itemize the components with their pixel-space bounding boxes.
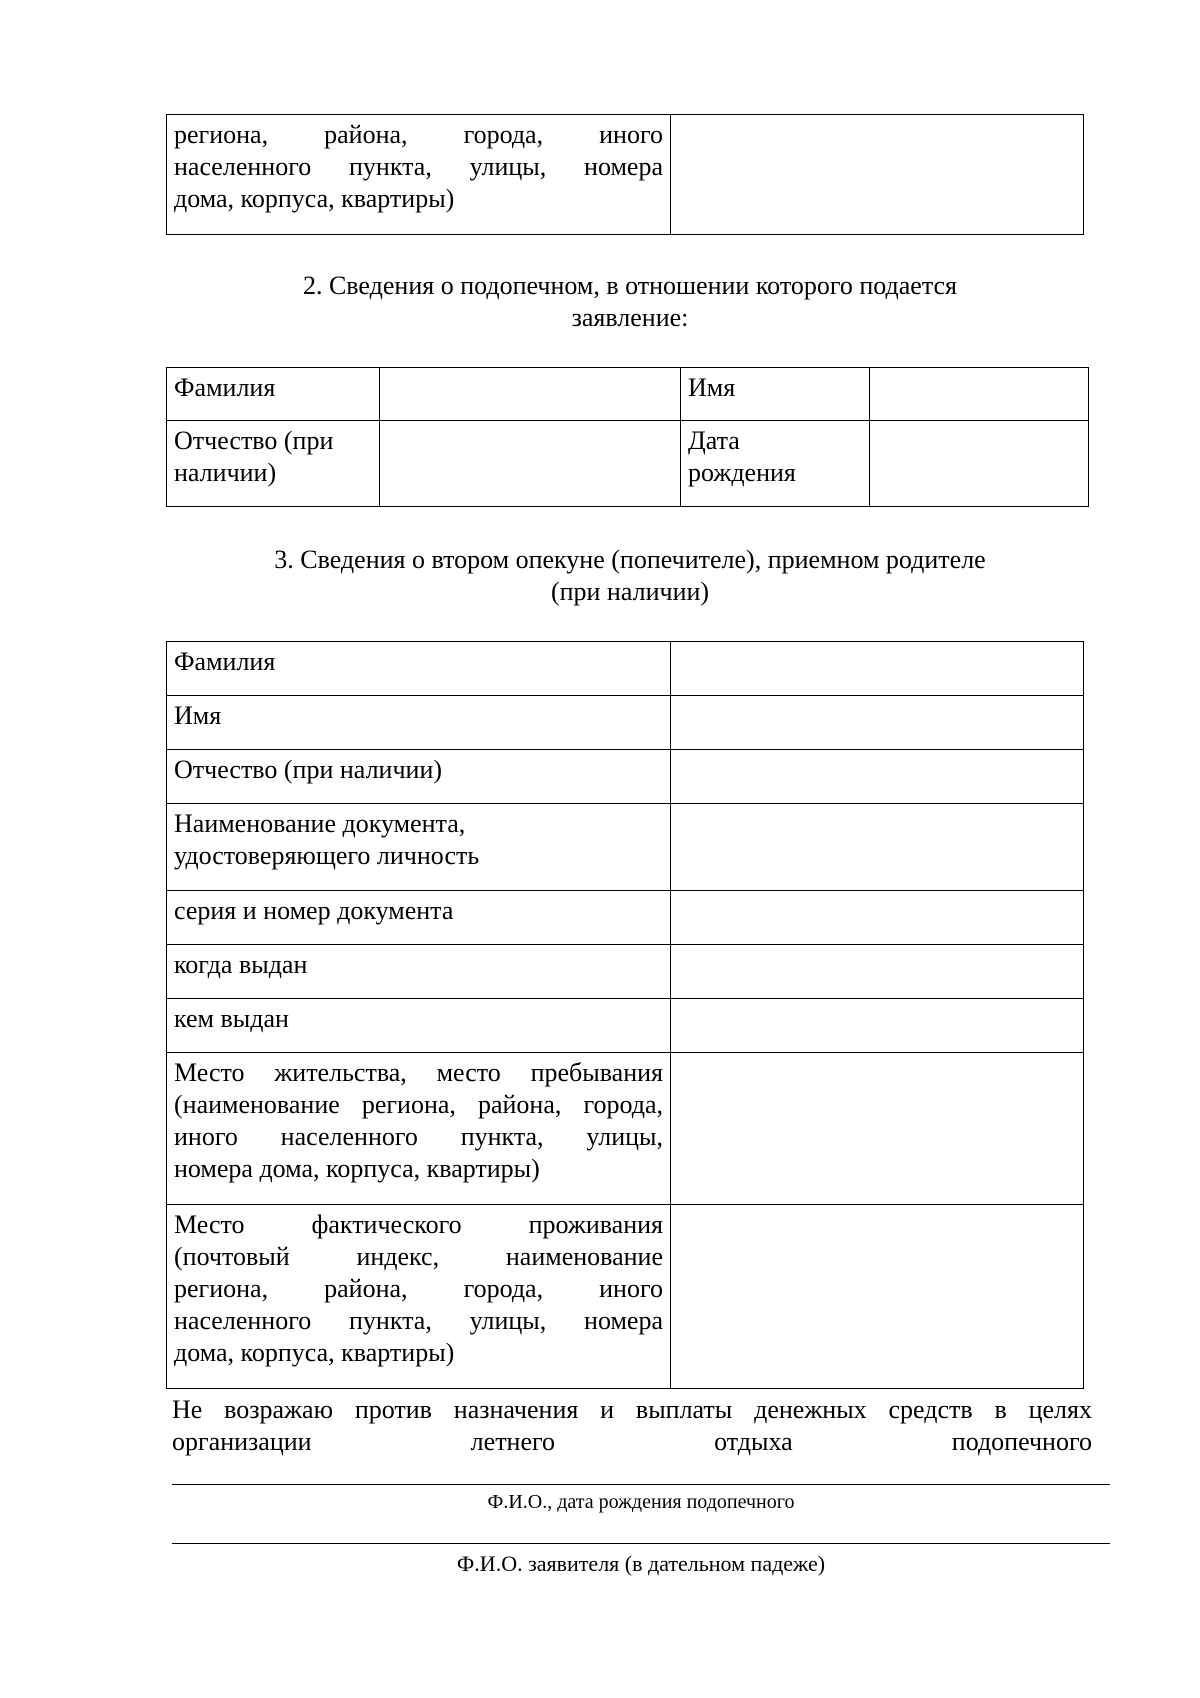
section3-heading-line1: 3. Сведения о втором опекуне (попечителе), приемном родителе [274,545,986,574]
section2-heading-line1: 2. Сведения о подопечном, в отношении которого подается [302,271,958,300]
consent-line-2: организации летнего отдыха подопечного [172,1427,1092,1456]
ward-name-value[interactable] [870,368,1089,421]
section2-heading [180,270,1080,334]
ward-birthdate-label [681,421,870,507]
guardian-actual-address-line-3: региона, района, города, иного [174,1274,663,1303]
address-value-cell[interactable] [671,115,1084,235]
guardian-actual-address-line-5: дома, корпуса, квартиры) [174,1338,455,1367]
guardian-residence-label [167,1053,671,1205]
applicant-fio-caption: Ф.И.О. заявителя (в дательном падеже) [456,1551,826,1576]
guardian-surname-label: Фамилия [167,642,671,696]
guardian-id-doc-value[interactable] [671,804,1084,891]
guardian-issue-date-label: когда выдан [167,945,671,999]
guardian-actual-address-label [167,1205,671,1389]
guardian-name-value[interactable] [671,696,1084,750]
guardian-doc-number-label: серия и номер документа [167,891,671,945]
ward-patronymic-label-line2: наличии) [174,458,277,487]
ward-surname-label: Фамилия [167,368,380,421]
consent-statement [172,1394,1092,1458]
guardian-residence-value[interactable] [671,1053,1084,1205]
address-label-continuation [167,115,671,235]
guardian-id-doc-label-line2: удостоверяющего личность [174,841,480,870]
consent-line-1: Не возражаю против назначения и выплаты денежных средств в целях [172,1395,1092,1424]
guardian-name-label: Имя [167,696,671,750]
ward-birthdate-label-line2: рождения [688,458,796,487]
ward-patronymic-label [167,421,380,507]
guardian-actual-address-line-2: (почтовый индекс, наименование [174,1242,663,1271]
guardian-residence-line-2: (наименование региона, района, города, [174,1090,663,1119]
guardian-actual-address-line-1: Место фактического проживания [174,1210,663,1239]
top-address-table [166,114,1084,235]
guardian-patronymic-value[interactable] [671,750,1084,804]
address-line-1: региона, района, города, иного [174,120,663,149]
ward-birthdate-label-line1: Дата [688,426,740,455]
guardian-residence-line-4: номера дома, корпуса, квартиры) [174,1154,540,1183]
guardian-actual-address-line-4: населенного пункта, улицы, номера [174,1306,663,1335]
guardian-patronymic-label: Отчество (при наличии) [167,750,671,804]
section3-heading-line2: (при наличии) [550,577,710,606]
address-line-3: дома, корпуса, квартиры) [174,184,455,213]
section3-heading [180,544,1080,608]
second-guardian-table [166,641,1084,1389]
section2-heading-line2: заявление: [571,303,689,332]
guardian-doc-number-value[interactable] [671,891,1084,945]
guardian-residence-line-1: Место жительства, место пребывания [174,1058,663,1087]
ward-surname-value[interactable] [380,368,681,421]
guardian-residence-line-3: иного населенного пункта, улицы, [174,1122,663,1151]
address-line-2: населенного пункта, улицы, номера [174,152,663,181]
ward-fio-caption: Ф.И.О., дата рождения подопечного [487,1491,795,1513]
applicant-fio-line[interactable] [172,1543,1110,1544]
ward-patronymic-label-line1: Отчество (при [174,426,334,455]
ward-name-label: Имя [681,368,870,421]
guardian-issue-date-value[interactable] [671,945,1084,999]
guardian-id-doc-label-line1: Наименование документа, [174,809,466,838]
guardian-id-doc-label [167,804,671,891]
guardian-issued-by-label: кем выдан [167,999,671,1053]
ward-birthdate-value[interactable] [870,421,1089,507]
guardian-surname-value[interactable] [671,642,1084,696]
guardian-actual-address-value[interactable] [671,1205,1084,1389]
ward-info-table [166,367,1089,507]
ward-patronymic-value[interactable] [380,421,681,507]
ward-fio-line[interactable] [172,1484,1110,1485]
guardian-issued-by-value[interactable] [671,999,1084,1053]
